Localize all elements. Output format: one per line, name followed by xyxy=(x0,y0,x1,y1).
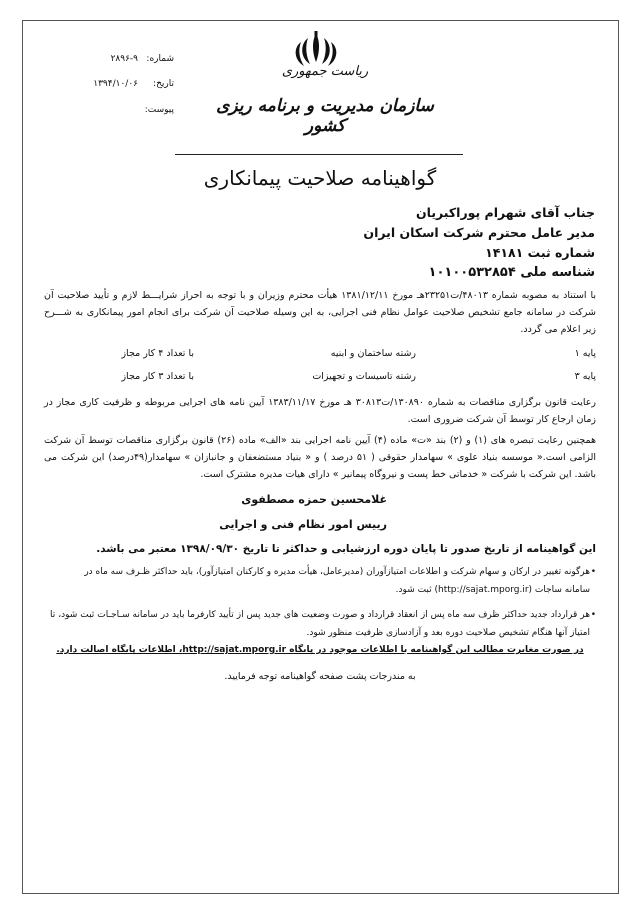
bullet-changes xyxy=(50,563,596,599)
bullet-changes-line1: هرگونه تغییر در ارکان و سهام شرکت و اطلاعات امتیازآوران (مدیرعامل، هیأت مدیره و کارکنان امتیازآور)، باید حداکثر ظـرف سه ماه در xyxy=(84,567,590,577)
attachment-label: پیوست: xyxy=(144,105,174,115)
validity-statement: این گواهینامه از تاریخ صدور تا پایان دوره ارزشیابی و حداکثر تا تاریخ ۱۳۹۸/۰۹/۳۰ معتبر می باشد. xyxy=(96,543,596,555)
grade-field: رشته تاسیسات و تجهیزات xyxy=(312,371,416,382)
grade-row xyxy=(44,348,596,364)
grade-row xyxy=(44,371,596,387)
grade-label: پایه ۳ xyxy=(574,371,596,382)
header-divider xyxy=(175,154,463,155)
addressee-name: جناب آقای شهرام پوراکبریان xyxy=(415,205,595,220)
national-id: شناسه ملی ۱۰۱۰۰۵۳۲۸۵۴ xyxy=(428,265,595,280)
date-value: ۱۳۹۴/۱۰/۰۶ xyxy=(93,79,138,89)
signatory-name: غلامحسین حمزه مصطفوی xyxy=(241,493,387,506)
bullet-contracts: • هر قرارداد جدید حداکثر ظرف سه ماه پس از انعقاد قرارداد و صورت وضعیت های جدید پس از تأیید کارفرما باید در سامانه سـاجـات ثبت شود، تا امتیاز آنها هنگام تشخیص صلاحیت دوره بعد و آزادسازی ظرفیت منظور شود. xyxy=(50,606,590,642)
discrepancy-note: در صورت مغایرت مطالب این گواهینامه با اطلاعات موجود در پایگاه http://sajat.mporg.ir، اطلاعات پایگاه اصالت دارد. xyxy=(56,645,584,655)
grade-label: پایه ۱ xyxy=(574,348,596,359)
footer-note: به مندرجات پشت صفحه گواهینامه توجه فرمایید. xyxy=(224,671,416,682)
addressee-position: مدیر عامل محترم شرکت اسکان ایران xyxy=(363,225,595,240)
presidency-text: ریاست جمهوری xyxy=(281,64,369,79)
signatory-title: رییس امور نظام فنی و اجرایی xyxy=(219,518,387,531)
bullet-dot: • xyxy=(590,567,596,577)
bullet-dot: • xyxy=(590,610,596,620)
bullet-changes-line2: سامانه ساجات (http://sajat.mporg.ir) ثبت شود. xyxy=(395,585,590,595)
paragraph-approval: با استناد به مصوبه شماره ۴۸۰۱۳/ت۲۳۲۵۱هـ مورخ ۱۳۸۱/۱۲/۱۱ هیأت محترم وزیران و با توجه به احراز شرایـــط لازم و تأیید صلاحیت آن شرکت در سامانه جامع تشخیص صلاحیت عوامل نظام فنی اجرایی، به این وسیله صلاحیت آن شرکت برای انجام امور پیمانکاری به شـــرح زیر اعلام می گردد. xyxy=(44,290,596,335)
organization-name: سازمان مدیریت و برنامه ریزی کشور xyxy=(216,96,434,136)
date-label: تاریخ: xyxy=(153,79,174,89)
document-title: گواهینامه صلاحیت پیمانکاری xyxy=(203,166,437,190)
paragraph-tender-law: رعایت قانون برگزاری مناقصات به شماره ۱۳۰۸۹۰/ت۳۰۸۱۳ هـ مورخ ۱۳۸۳/۱۱/۱۷ آیین نامه های اجرایی مربوطه و ظرفیت کاری مجاز در زمان ارجاع کار توسط آن شرکت ضروری است. xyxy=(44,397,596,425)
registration-number: شماره ثبت ۱۴۱۸۱ xyxy=(485,245,595,260)
grade-count: با تعداد ۳ کار مجاز xyxy=(121,371,194,382)
paragraph-shareholders: همچنین رعایت تبصره های (۱) و (۲) بند «ت» ماده (۴) آیین نامه اجرایی بند «الف» ماده (۲۶) قانون برگزاری مناقصات توسط آن شرکت الزامی است.« موسسه بنیاد علوی » سهامدار حقوقی ( ۵۱ درصد ) و « بنیاد مستضعفان و جانبازان » سهامدار(۴۹درصد) این شرکت می باشد. این شرکت با شرکت « خدماتی خط پست و نیروگاه پیمانیر » دارای هیات مدیره مشترک است. xyxy=(44,435,596,480)
number-value: ۲۸۹۶-۹ xyxy=(110,54,138,64)
number-label: شماره: xyxy=(146,54,174,64)
grade-count: با تعداد ۴ کار مجاز xyxy=(121,348,194,359)
grade-field: رشته ساختمان و ابنیه xyxy=(330,348,416,359)
